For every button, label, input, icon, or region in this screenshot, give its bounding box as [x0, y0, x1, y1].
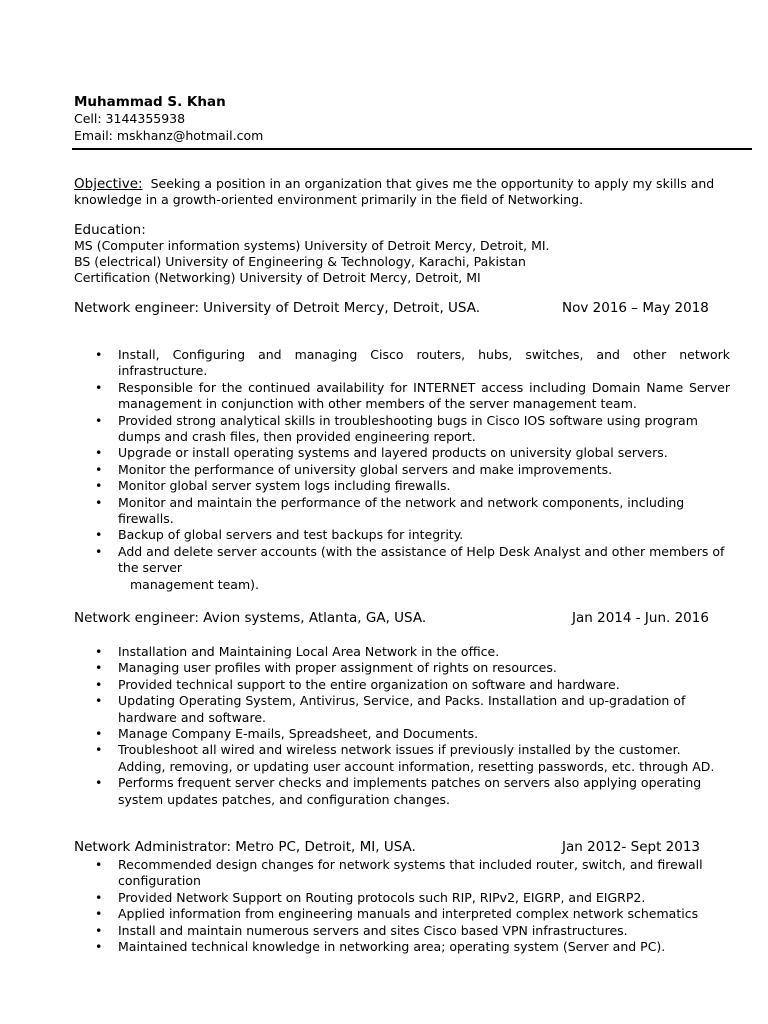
education-heading: Education: [74, 222, 146, 238]
objective-text: Seeking a position in an organization that gives me the opportunity to apply my skills and knowledge in a growth-oriented environment primarily in the field of Networking. [74, 176, 715, 207]
list-item: • Backup of global servers and test backups for integrity. [90, 527, 730, 543]
job-dates: Nov 2016 – May 2018 [562, 300, 709, 316]
list-item: • Monitor the performance of university global servers and make improvements. [90, 462, 730, 478]
candidate-name: Muhammad S. Khan [74, 94, 226, 110]
job-dates: Jan 2014 - Jun. 2016 [572, 610, 709, 626]
list-item: • Install and maintain numerous servers and sites Cisco based VPN infrastructures. [90, 923, 730, 939]
list-item: • Manage Company E-mails, Spreadsheet, and Documents. [90, 726, 730, 742]
objective-section [74, 176, 736, 208]
list-item: • Updating Operating System, Antivirus, Service, and Packs. Installation and up-gradation of hardware and software. [90, 693, 730, 726]
cell-number: Cell: 3144355938 [74, 111, 186, 126]
list-item: • Responsible for the continued availability for INTERNET access including Domain Name Server management in conjunction with other members of the server management team. [90, 380, 730, 413]
email-address: Email: mskhanz@hotmail.com [74, 128, 264, 143]
job-title: Network Administrator: Metro PC, Detroit, MI, USA. [74, 839, 416, 855]
list-item: • Provided strong analytical skills in troubleshooting bugs in Cisco IOS software using program dumps and crash files, then provided engineering report. [90, 413, 730, 446]
list-item: • Install, Configuring and managing Cisco routers, hubs, switches, and other network infrastructure. [90, 347, 730, 380]
objective-label: Objective: [74, 176, 143, 192]
list-item: • Monitor global server system logs including firewalls. [90, 478, 730, 494]
list-item: • Performs frequent server checks and implements patches on servers also applying operating system updates patches, and configuration changes. [90, 775, 730, 808]
list-item: • Recommended design changes for network systems that included router, switch, and firewall configuration [90, 857, 730, 890]
list-item-text: Add and delete server accounts (with the assistance of Help Desk Analyst and other members of the server [118, 543, 725, 576]
list-item: • Applied information from engineering manuals and interpreted complex network schematics [90, 906, 730, 922]
job-title: Network engineer: Avion systems, Atlanta, GA, USA. [74, 610, 427, 626]
job-duties-list [90, 857, 730, 955]
list-item: • Managing user profiles with proper assignment of rights on resources. [90, 660, 730, 676]
list-item-continuation: management team). [130, 576, 259, 592]
job-duties-list [90, 644, 730, 808]
job-dates: Jan 2012- Sept 2013 [562, 839, 701, 855]
education-entry: BS (electrical) University of Engineering & Technology, Karachi, Pakistan [74, 254, 526, 269]
list-item: • Provided Network Support on Routing protocols such RIP, RIPv2, EIGRP, and EIGRP2. [90, 890, 730, 906]
list-item: • Provided technical support to the entire organization on software and hardware. [90, 677, 730, 693]
list-item: • Upgrade or install operating systems and layered products on university global servers. [90, 445, 730, 461]
list-item: • Troubleshoot all wired and wireless network issues if previously installed by the customer. Adding, removing, or updating user account information, resetting passwords, etc. through AD. [90, 742, 730, 775]
job-title: Network engineer: University of Detroit Mercy, Detroit, USA. [74, 300, 481, 316]
list-item [90, 544, 730, 593]
education-entry: Certification (Networking) University of Detroit Mercy, Detroit, MI [74, 270, 481, 285]
job-duties-list [90, 347, 730, 593]
list-item: • Maintained technical knowledge in networking area; operating system (Server and PC). [90, 939, 730, 955]
header-divider [72, 148, 752, 150]
list-item: • Installation and Maintaining Local Area Network in the office. [90, 644, 730, 660]
education-entry: MS (Computer information systems) University of Detroit Mercy, Detroit, MI. [74, 238, 550, 253]
list-item: • Monitor and maintain the performance of the network and network components, including firewalls. [90, 495, 730, 528]
